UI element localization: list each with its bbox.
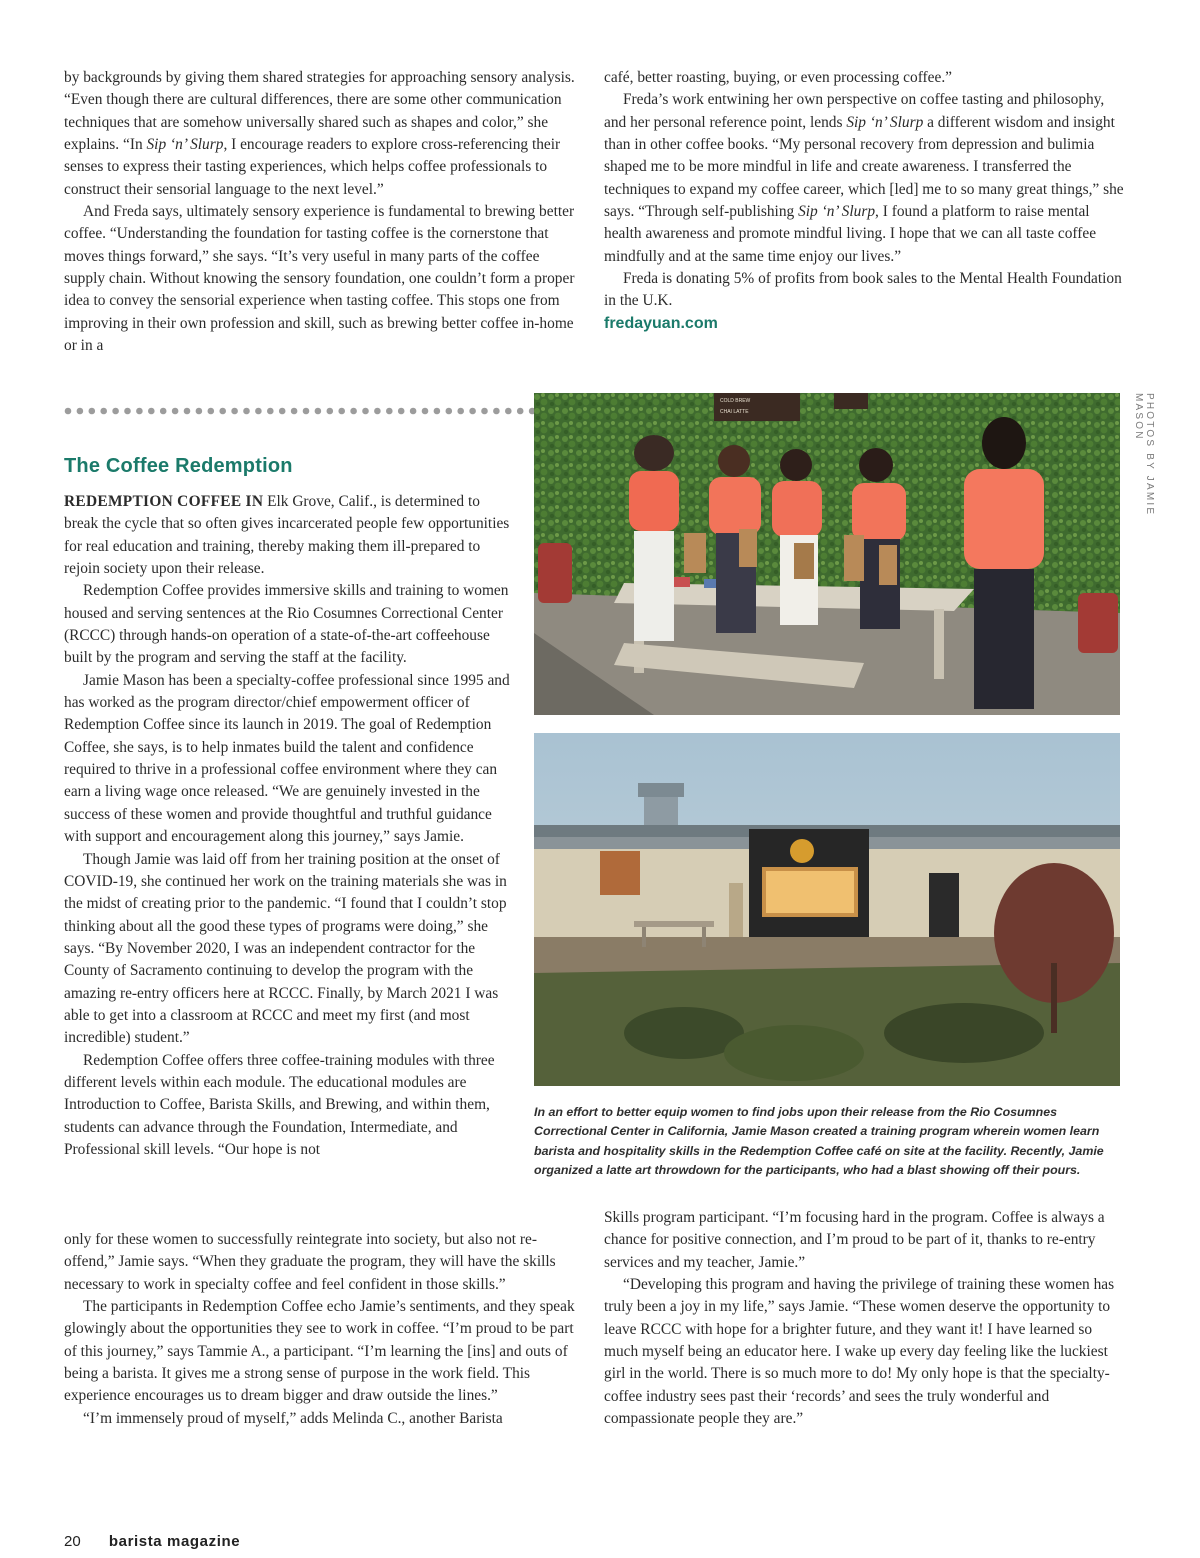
paragraph: “Developing this program and having the privilege of training these women has truly been a joy in my life,” says Jamie. “These women deserve the opportunity to leave RCCC with hope for a brighter future, and they want it! I have learned so much myself being an educator here. I wake up every day feeling like the luckiest girl in the world. There is so much more to do! My only hope is that the specialty-coffee industry sees past their ‘records’ and sees the truly wonderful and compassionate people they are.”: [604, 1276, 1115, 1428]
divider-dot: [243, 408, 250, 415]
divider-dot: [446, 408, 453, 415]
divider-dot: [350, 408, 357, 415]
divider-dot: [386, 408, 393, 415]
divider-dot: [77, 408, 84, 415]
divider-dot: [315, 408, 322, 415]
dotted-divider: [64, 404, 534, 418]
paragraph: Freda is donating 5% of profits from book sales to the Mental Health Foundation in the U.K.: [604, 270, 1122, 310]
divider-dot: [184, 408, 191, 415]
divider-dot: [338, 408, 345, 415]
divider-dot: [303, 408, 310, 415]
paragraph: Jamie Mason has been a specialty-coffee professional since 1995 and has worked as the program director/chief empowerment officer of Redemption Coffee since its launch in 2019. The goal of Redemption Coffee, she says, is to help inmates build the talent and confidence required to thrive in a professional coffee environment where they can earn a living wage once released. “We are genuinely invested in the success of these women and provide thoughtful and truthful guidance with support and encouragement along this journey,” says Jamie.: [64, 671, 510, 846]
article-column-middle-left: [64, 491, 514, 1161]
divider-dot: [124, 408, 131, 415]
lead-in: REDEMPTION COFFEE IN: [64, 493, 264, 510]
paragraph: Redemption Coffee provides immersive skills and training to women housed and serving sentences at the Rio Cosumnes Correctional Center (RCCC) through hands-on operation of a state-of-the-art coffeehouse built by the program and serving the staff at the facility.: [64, 582, 509, 667]
divider-dot: [410, 408, 417, 415]
magazine-name: barista magazine: [108, 1533, 241, 1550]
photo-credit: PHOTOS BY JAMIE MASON: [1133, 393, 1155, 517]
divider-dot: [279, 408, 286, 415]
paragraph: Freda’s work entwining her own perspective on coffee tasting and philosophy, and her personal reference point, lends Sip ‘n’ Slurp a different wisdom and insight than in other coffee books. “My personal recovery from depression and bulimia shaped me to be more mindful in life and create awareness. I transferred the techniques to expand my coffee career, which [led] me to so many great things,” she says. “Through self-publishing Sip ‘n’ Slurp, I found a platform to raise mental health awareness and promote mindful living. I hope that we can all taste coffee mindfully and at the same time enjoy our lives.”: [604, 91, 1124, 265]
divider-dot: [327, 408, 334, 415]
article-column-bottom-left: [64, 1229, 584, 1430]
paragraph: REDEMPTION COFFEE IN Elk Grove, Calif., is determined to break the cycle that so often gives incarcerated people few opportunities for real education and training, thereby making them ill-prepared to rejoin society upon their release.: [64, 493, 510, 578]
divider-dot: [89, 408, 96, 415]
menu-item: COLD BREW: [720, 398, 751, 404]
divider-dot: [160, 408, 167, 415]
divider-dot: [517, 408, 524, 415]
paragraph: by backgrounds by giving them shared strategies for approaching sensory analysis. “Even though there are cultural differences, there are some other communication techniques that are somehow universally shared such as shapes and color,” she explains. “In Sip ‘n’ Slurp, I encourage readers to explore cross-referencing their senses to express their tasting experiences, which helps coffee professionals to construct their sensorial language to the next level.”: [64, 69, 575, 198]
divider-dot: [493, 408, 500, 415]
divider-dot: [362, 408, 369, 415]
paragraph: Redemption Coffee offers three coffee-training modules with three different levels within each module. The educational modules are Introduction to Coffee, Barista Skills, and Brewing, and within them, students can advance through the Foundation, Intermediate, and Professional skill levels. “Our hope is not: [64, 1051, 495, 1158]
menu-item: CHAI LATTE: [720, 409, 749, 415]
divider-dot: [219, 408, 226, 415]
divider-dot: [398, 408, 405, 415]
paragraph: “I’m immensely proud of myself,” adds Melinda C., another Barista: [83, 1409, 503, 1427]
photo-cafe-building: [534, 733, 1120, 1086]
photo-women-training: [534, 393, 1120, 715]
divider-dot: [136, 408, 143, 415]
divider-dot: [434, 408, 441, 415]
divider-dot: [469, 408, 476, 415]
divider-dot: [112, 408, 119, 415]
paragraph: And Freda says, ultimately sensory experience is fundamental to brewing better coffee. “Understanding the foundation for tasting coffee is the cornerstone that moves things forward,” she says. “It’s very useful in many parts of the coffee supply chain. Without knowing the sensory foundation, one couldn’t form a proper idea to convey the sensorial experience when tasting coffee. This stops one from improving in their own profession and skill, such as brewing better coffee in-home or in a: [64, 203, 575, 355]
divider-dot: [505, 408, 512, 415]
divider-dot: [457, 408, 464, 415]
photo-caption: In an effort to better equip women to find jobs upon their release from the Rio Cosumnes Correctional Center in California, Jamie Mason created a training program wherein women learn barista and hospitality skills in the Redemption Coffee café on site at the facility. Recently, Jamie organized a latte art throwdown for the participants, who had a blast showing off their pours.: [534, 1105, 1104, 1178]
divider-dot: [255, 408, 262, 415]
divider-dot: [291, 408, 298, 415]
page-number: 20: [64, 1533, 81, 1550]
article-column-top-right: [604, 67, 1124, 335]
page-footer: [64, 1533, 240, 1550]
divider-dot: [196, 408, 203, 415]
divider-dot: [231, 408, 238, 415]
website-link[interactable]: fredayuan.com: [604, 314, 718, 332]
article-column-top-left: [64, 67, 584, 357]
divider-dot: [374, 408, 381, 415]
divider-dot: [65, 408, 72, 415]
article-column-bottom-right: [604, 1207, 1124, 1430]
divider-dot: [267, 408, 274, 415]
divider-dot: [100, 408, 107, 415]
divider-dot: [208, 408, 215, 415]
paragraph: The participants in Redemption Coffee echo Jamie’s sentiments, and they speak glowingly about the opportunities they see to work in coffee. “I’m proud to be part of this journey,” says Tammie A., a participant. “I’m learning the [ins] and outs of being a barista. It gives me a strong sense of purpose in the work field. This experience encourages us to dream bigger and draw outside the lines.”: [64, 1298, 575, 1405]
paragraph: only for these women to successfully reintegrate into society, but also not re-offend,” Jamie says. “When they graduate the program, they will have the skills necessary to work in specialty coffee and feel confident in those skills.”: [64, 1231, 556, 1293]
divider-dot: [148, 408, 155, 415]
paragraph: Skills program participant. “I’m focusing hard in the program. Coffee is always a chance for positive connection, and I’m proud to be part of it, thanks to re-entry services and my teacher, Jamie.”: [604, 1209, 1105, 1271]
paragraph: café, better roasting, buying, or even processing coffee.”: [604, 69, 953, 86]
paragraph: Though Jamie was laid off from her training position at the onset of COVID-19, she continued her work on the training materials she was in the midst of creating prior to the pandemic. “I found that I couldn’t stop thinking about all the good these types of programs were doing,” she says. “By November 2020, I was an independent contractor for the County of Sacramento continuing to develop the program with the amazing re-entry officers here at RCCC. Finally, by March 2021 I was able to get into a classroom at RCCC and meet my first (and most incredible) student.”: [64, 850, 507, 1047]
divider-dot: [481, 408, 488, 415]
divider-dot: [422, 408, 429, 415]
section-heading: The Coffee Redemption: [64, 455, 293, 477]
divider-dot: [172, 408, 179, 415]
